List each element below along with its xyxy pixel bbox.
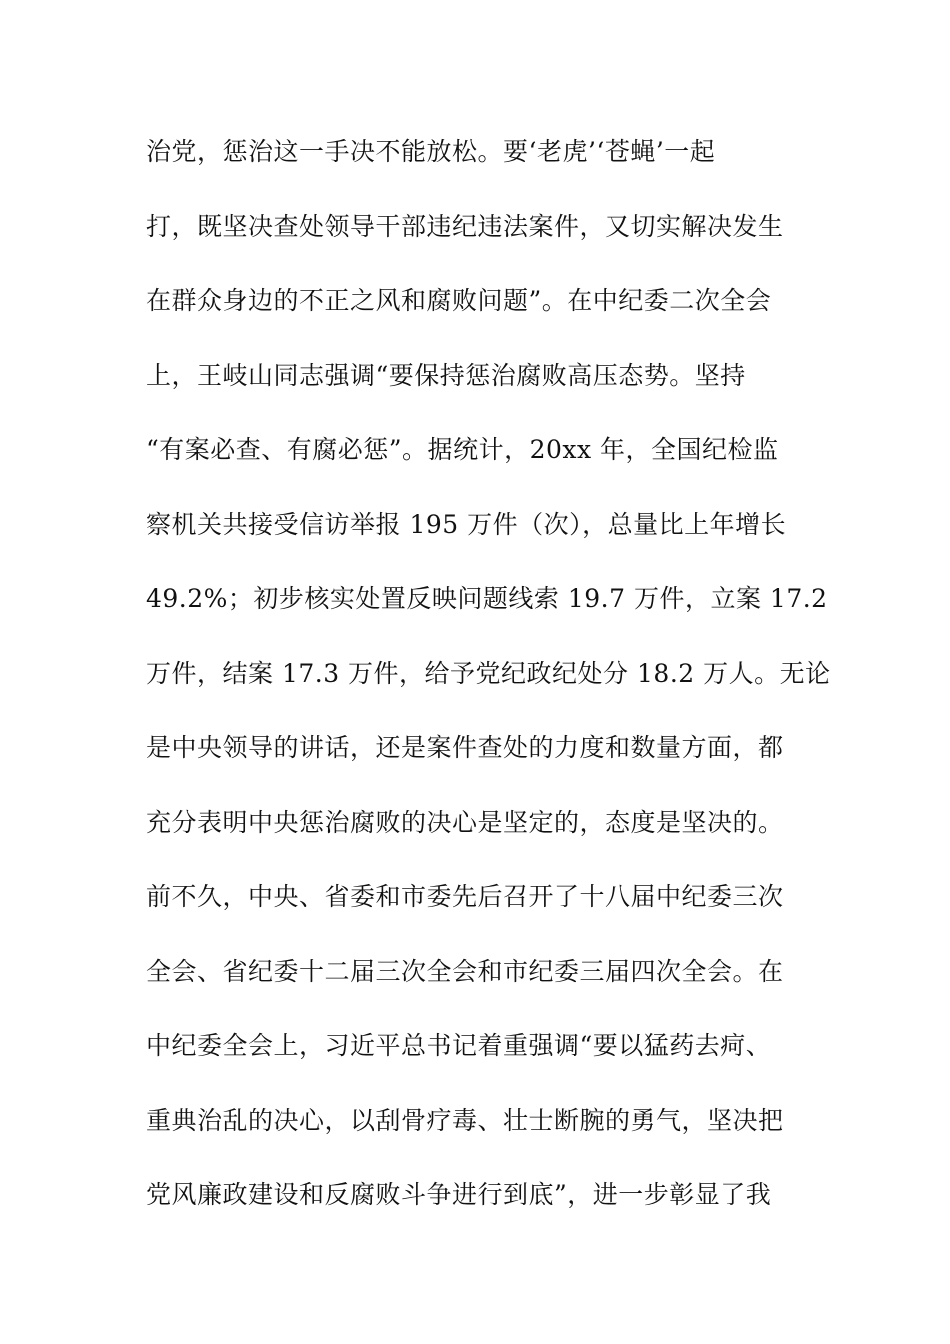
- text-line: 49.2%；初步核实处置反映问题线索 19.7 万件，立案 17.2: [146, 584, 828, 613]
- text-line: 治党，惩治这一手决不能放松。要‘老虎’‘苍蝇’一起: [146, 137, 716, 166]
- text-line: 中纪委全会上，习近平总书记着重强调“要以猛药去疴、: [146, 1031, 772, 1060]
- text-line: 充分表明中央惩治腐败的决心是坚定的，态度是坚决的。: [146, 807, 784, 837]
- body-text: [146, 128, 831, 1246]
- text-line: 察机关共接受信访举报 195 万件（次），总量比上年增长: [146, 509, 787, 539]
- text-line: 全会、省纪委十二届三次全会和市纪委三届四次全会。在: [146, 956, 784, 986]
- text-line: 上，王岐山同志强调“要保持惩治腐败高压态势。坚持: [146, 360, 746, 390]
- text-line: 党风廉政建设和反腐败斗争进行到底”，进一步彰显了我: [146, 1180, 772, 1209]
- text-line: 前不久，中央、省委和市委先后召开了十八届中纪委三次: [146, 882, 784, 911]
- text-line: 重典治乱的决心，以刮骨疗毒、壮士断腕的勇气，坚决把: [146, 1105, 784, 1135]
- text-line: “有案必查、有腐必惩”。据统计，20xx 年，全国纪检监: [146, 435, 779, 464]
- text-line: 是中央领导的讲话，还是案件查处的力度和数量方面，都: [146, 733, 784, 762]
- text-line: 在群众身边的不正之风和腐败问题”。在中纪委二次全会: [146, 286, 772, 315]
- text-line: 打，既坚决查处领导干部违纪违法案件，又切实解决发生: [146, 211, 784, 241]
- text-line: 万件，结案 17.3 万件，给予党纪政纪处分 18.2 万人。无论: [146, 658, 831, 688]
